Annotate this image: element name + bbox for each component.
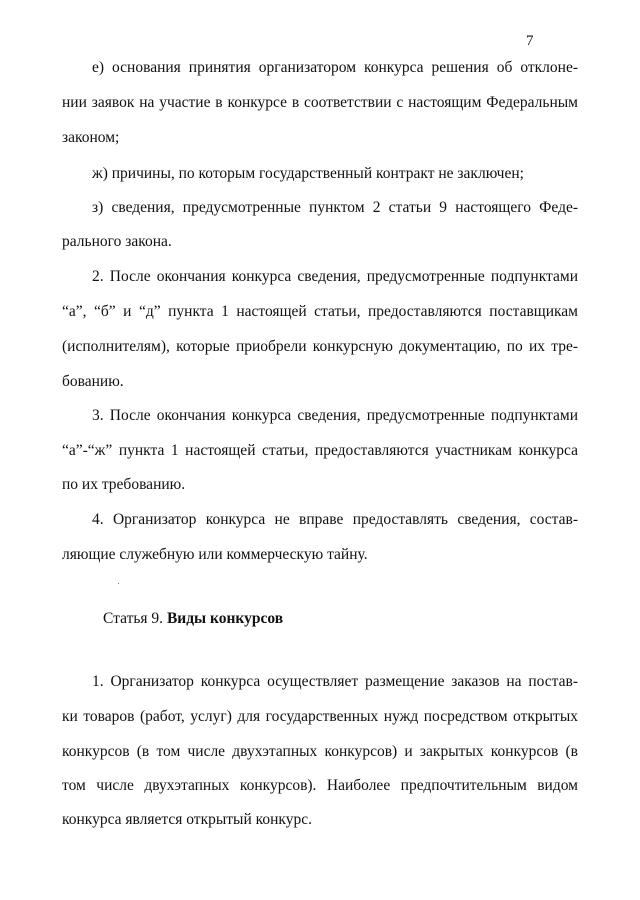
text-line: (исполнителям), которые приобрели конкурсную документацию, по их тре-	[62, 338, 578, 355]
text-line: нии заявок на участие в конкурсе в соответствии с настоящим Федеральным	[62, 94, 578, 111]
text-line: 3. После окончания конкурса сведения, предусмотренные подпунктами	[92, 407, 578, 424]
text-line: “а”, “б” и “д” пункта 1 настоящей статьи, предоставляются поставщикам	[62, 303, 578, 320]
text-line: з) сведения, предусмотренные пунктом 2 статьи 9 настоящего Феде-	[92, 199, 578, 216]
text-line: законом;	[62, 129, 120, 146]
text-line: е) основания принятия организатором конкурса решения об отклоне-	[92, 59, 578, 76]
text-line: ки товаров (работ, услуг) для государственных нужд посредством открытых	[62, 708, 578, 725]
text-line: по их требованию.	[62, 476, 186, 493]
text-line: бованию.	[62, 373, 124, 390]
text-line: конкурса является открытый конкурс.	[62, 811, 312, 828]
article-title: Виды конкурсов	[166, 610, 284, 627]
text-line: 4. Организатор конкурса не вправе предоставлять сведения, состав-	[92, 511, 578, 528]
text-line: ж) причины, по которым государственный контракт не заключен;	[92, 165, 524, 182]
text-line: рального закона.	[62, 233, 172, 250]
article-prefix: Статья 9.	[103, 610, 164, 627]
text-line: “а”-“ж” пункта 1 настоящей статьи, предоставляются участникам конкурса	[62, 442, 578, 459]
text-line: ляющие служебную или коммерческую тайну.	[62, 546, 368, 563]
scan-speck	[118, 583, 119, 584]
text-line: том числе двухэтапных конкурсов). Наиболее предпочтительным видом	[62, 777, 578, 794]
text-line: конкурсов (в том числе двухэтапных конкурсов) и закрытых конкурсов (в	[62, 743, 578, 760]
article-heading	[103, 610, 283, 628]
page-number: 7	[526, 33, 534, 49]
text-line: 2. После окончания конкурса сведения, предусмотренные подпунктами	[92, 268, 578, 285]
text-line: 1. Организатор конкурса осуществляет размещение заказов на постав-	[92, 673, 578, 690]
